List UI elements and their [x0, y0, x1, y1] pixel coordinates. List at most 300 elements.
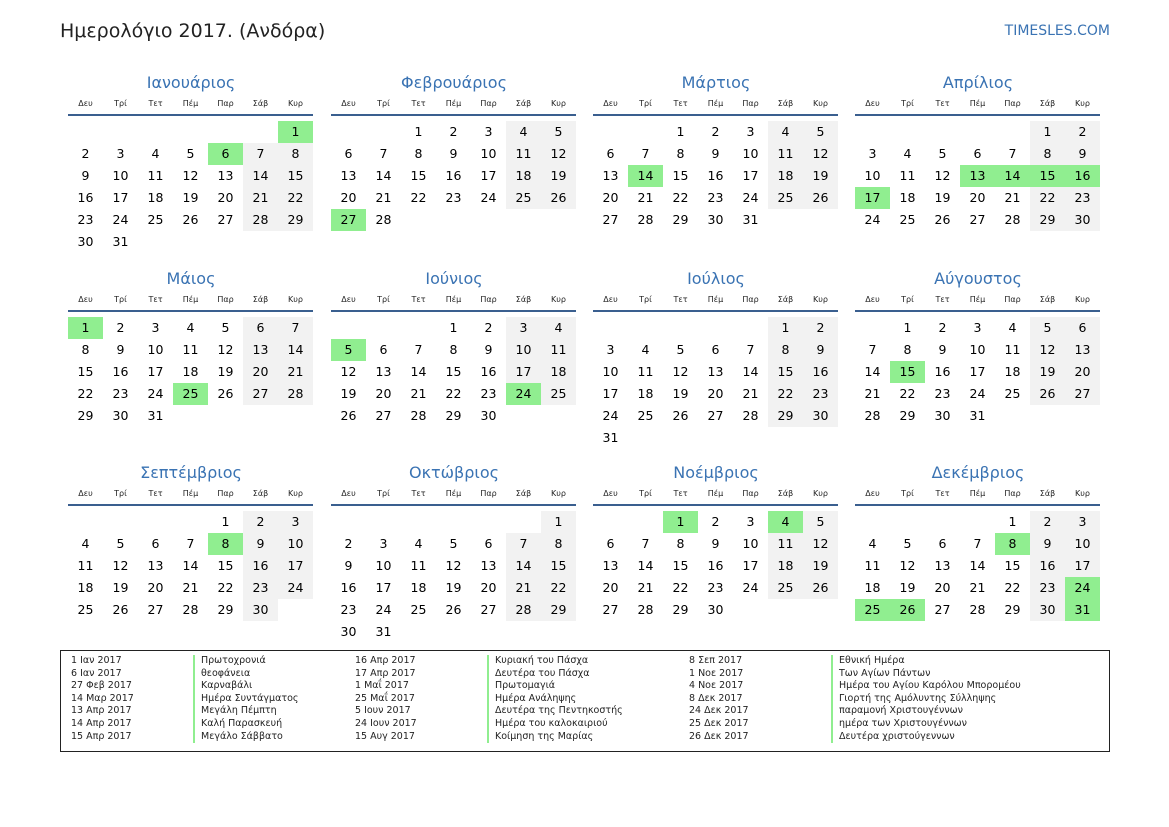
day-cell: 25 — [768, 187, 803, 209]
header-divider — [68, 114, 313, 116]
day-cell: 18 — [182, 364, 199, 379]
day-cell: 19 — [672, 386, 689, 401]
weekday-header: Δευ — [865, 295, 880, 304]
weekday-header: Τρί — [901, 295, 914, 304]
day-cell: 1 — [1030, 121, 1065, 143]
day-cell: 10 — [147, 342, 164, 357]
day-cell: 10 — [278, 533, 313, 555]
day-cell: 29 — [445, 408, 462, 423]
weekday-header: Παρ — [480, 295, 497, 304]
day-cell: 14 — [375, 168, 392, 183]
weekday-header: Δευ — [865, 99, 880, 108]
weekday-header: Τρί — [901, 489, 914, 498]
weekday-header: Σάβ — [252, 295, 269, 304]
holiday-name: Ημέρα του Αγίου Καρόλου Μπορομέου — [831, 680, 1021, 693]
day-cell: 15 — [672, 168, 689, 183]
day-cell: 25 — [768, 577, 803, 599]
day-cell: 9 — [1065, 143, 1100, 165]
weekday-header: Πέμ — [707, 295, 724, 304]
day-cell: 21 — [410, 386, 427, 401]
day-cell: 24 — [864, 212, 881, 227]
holiday-name: Ημέρα Συντάγματος — [193, 693, 298, 706]
day-cell: 29 — [77, 408, 94, 423]
day-cell: 17 — [602, 386, 619, 401]
weekday-header: Κυρ — [288, 295, 303, 304]
day-cell: 10 — [112, 168, 129, 183]
day-cell: 12 — [803, 143, 838, 165]
day-cell: 11 — [182, 342, 199, 357]
day-cell: 28 — [637, 602, 654, 617]
day-cell: 1 — [676, 124, 685, 139]
day-cell: 14 — [506, 555, 541, 577]
weekday-header: Τρί — [114, 489, 127, 498]
day-cell: 27 — [147, 602, 164, 617]
day-cell: 18 — [77, 580, 94, 595]
day-cell: 18 — [637, 386, 654, 401]
header-divider — [593, 504, 838, 506]
day-cell: 2 — [1030, 511, 1065, 533]
holiday-date: 27 Φεβ 2017 — [71, 680, 132, 692]
holiday-date: 25 Μαΐ 2017 — [355, 692, 415, 704]
weekday-header: Κυρ — [813, 295, 828, 304]
day-cell: 25 — [637, 408, 654, 423]
day-cell: 1 — [903, 320, 912, 335]
weekday-header: Κυρ — [1075, 99, 1090, 108]
day-cell: 4 — [414, 536, 423, 551]
header-divider — [855, 114, 1100, 116]
day-cell: 8 — [903, 342, 912, 357]
weekday-header: Πέμ — [445, 295, 462, 304]
day-cell: 1 — [1008, 514, 1017, 529]
day-cell: 22 — [541, 577, 576, 599]
holiday-day-cell: 1 — [278, 121, 313, 143]
day-cell: 6 — [379, 342, 388, 357]
holiday-day-cell: 4 — [768, 511, 803, 533]
day-cell: 16 — [707, 168, 724, 183]
day-cell: 8 — [1030, 143, 1065, 165]
day-cell: 22 — [1030, 187, 1065, 209]
day-cell: 20 — [243, 361, 278, 383]
day-cell: 16 — [934, 364, 951, 379]
weekday-header: Παρ — [742, 99, 759, 108]
day-cell: 28 — [375, 212, 392, 227]
day-cell: 4 — [1008, 320, 1017, 335]
holiday-day-cell: 14 — [995, 165, 1030, 187]
day-cell: 9 — [711, 146, 720, 161]
day-cell: 18 — [768, 555, 803, 577]
weekday-header: Τετ — [148, 99, 163, 108]
day-cell: 19 — [112, 580, 129, 595]
weekday-header: Κυρ — [288, 99, 303, 108]
holiday-name: Καλή Παρασκευή — [193, 718, 282, 731]
day-cell: 19 — [340, 386, 357, 401]
day-cell: 13 — [243, 339, 278, 361]
day-cell: 3 — [973, 320, 982, 335]
day-cell: 21 — [969, 580, 986, 595]
day-cell: 5 — [803, 121, 838, 143]
day-cell: 16 — [1030, 555, 1065, 577]
day-cell: 30 — [1065, 209, 1100, 231]
day-cell: 23 — [340, 602, 357, 617]
holiday-day-cell: 1 — [663, 511, 698, 533]
holiday-day-cell: 1 — [68, 317, 103, 339]
day-cell: 7 — [746, 342, 755, 357]
day-cell: 9 — [344, 558, 353, 573]
holiday-name: Πρωτοχρονιά — [193, 655, 266, 668]
day-cell: 27 — [375, 408, 392, 423]
weekday-header: Πέμ — [182, 489, 199, 498]
day-cell: 5 — [938, 146, 947, 161]
holiday-name: Ημέρα του καλοκαιριού — [487, 718, 608, 731]
weekday-header: Πέμ — [707, 489, 724, 498]
holiday-day-cell: 24 — [1065, 577, 1100, 599]
weekday-header: Σάβ — [777, 99, 794, 108]
holiday-date: 13 Απρ 2017 — [71, 705, 132, 717]
weekday-header: Παρ — [480, 489, 497, 498]
day-cell: 9 — [938, 342, 947, 357]
holiday-list — [60, 650, 1110, 752]
month-name: Οκτώβριος — [408, 463, 499, 482]
holiday-name: Κυριακή του Πάσχα — [487, 655, 588, 668]
weekday-header: Τετ — [673, 295, 688, 304]
day-cell: 4 — [151, 146, 160, 161]
weekday-header: Πέμ — [707, 99, 724, 108]
weekday-header: Κυρ — [551, 489, 566, 498]
day-cell: 7 — [973, 536, 982, 551]
day-cell: 12 — [217, 342, 234, 357]
day-cell: 2 — [1065, 121, 1100, 143]
day-cell: 11 — [506, 143, 541, 165]
holiday-name: Ημέρα Ανάληψης — [487, 693, 576, 706]
day-cell: 4 — [81, 536, 90, 551]
site-link[interactable]: TIMESLES.COM — [1004, 23, 1110, 39]
day-cell: 27 — [934, 602, 951, 617]
day-cell: 13 — [480, 558, 497, 573]
day-cell: 17 — [742, 168, 759, 183]
day-cell: 22 — [672, 580, 689, 595]
day-cell: 12 — [934, 168, 951, 183]
day-cell: 29 — [1030, 209, 1065, 231]
day-cell: 22 — [77, 386, 94, 401]
day-cell: 17 — [506, 361, 541, 383]
day-cell: 23 — [112, 386, 129, 401]
holiday-day-cell: 16 — [1065, 165, 1100, 187]
weekday-header: Παρ — [217, 295, 234, 304]
day-cell: 21 — [864, 386, 881, 401]
day-cell: 10 — [480, 146, 497, 161]
day-cell: 27 — [602, 212, 619, 227]
weekday-header: Τρί — [114, 99, 127, 108]
day-cell: 25 — [77, 602, 94, 617]
day-cell: 21 — [182, 580, 199, 595]
month-name: Μάιος — [166, 269, 216, 288]
day-cell: 17 — [147, 364, 164, 379]
month-name: Σεπτέμβριος — [140, 463, 242, 482]
month-name: Φεβρουάριος — [401, 73, 507, 92]
day-cell: 10 — [742, 146, 759, 161]
day-cell: 19 — [217, 364, 234, 379]
day-cell: 28 — [864, 408, 881, 423]
holiday-day-cell: 15 — [1030, 165, 1065, 187]
header-divider — [331, 310, 576, 312]
day-cell: 20 — [217, 190, 234, 205]
day-cell: 6 — [151, 536, 160, 551]
weekday-header: Πέμ — [445, 489, 462, 498]
weekday-header: Δευ — [603, 99, 618, 108]
weekday-header: Παρ — [480, 99, 497, 108]
holiday-date: 6 Ιαν 2017 — [71, 667, 122, 679]
day-cell: 30 — [340, 624, 357, 639]
day-cell: 1 — [768, 317, 803, 339]
day-cell: 6 — [484, 536, 493, 551]
weekday-header: Κυρ — [288, 489, 303, 498]
day-cell: 18 — [147, 190, 164, 205]
day-cell: 23 — [803, 383, 838, 405]
day-cell: 4 — [541, 317, 576, 339]
day-cell: 17 — [742, 558, 759, 573]
weekday-header: Κυρ — [1075, 489, 1090, 498]
holiday-day-cell: 25 — [173, 383, 208, 405]
day-cell: 3 — [506, 317, 541, 339]
day-cell: 20 — [340, 190, 357, 205]
day-cell: 7 — [243, 143, 278, 165]
day-cell: 1 — [449, 320, 458, 335]
weekday-header: Δευ — [78, 489, 93, 498]
day-cell: 28 — [742, 408, 759, 423]
day-cell: 29 — [217, 602, 234, 617]
day-cell: 22 — [768, 383, 803, 405]
day-cell: 2 — [449, 124, 458, 139]
day-cell: 31 — [742, 212, 759, 227]
holiday-day-cell: 27 — [331, 209, 366, 231]
day-cell: 31 — [375, 624, 392, 639]
day-cell: 8 — [81, 342, 90, 357]
day-cell: 30 — [934, 408, 951, 423]
day-cell: 2 — [938, 320, 947, 335]
holiday-name: Δευτέρα χριστούγεννων — [831, 731, 955, 744]
day-cell: 22 — [217, 580, 234, 595]
holiday-date: 8 Δεκ 2017 — [689, 692, 743, 704]
day-cell: 30 — [112, 408, 129, 423]
day-cell: 6 — [973, 146, 982, 161]
weekday-header: Δευ — [603, 295, 618, 304]
day-cell: 16 — [445, 168, 462, 183]
weekday-header: Δευ — [603, 489, 618, 498]
weekday-header: Σάβ — [777, 295, 794, 304]
day-cell: 17 — [1065, 555, 1100, 577]
weekday-header: Κυρ — [551, 295, 566, 304]
day-cell: 8 — [414, 146, 423, 161]
holiday-date: 14 Μαρ 2017 — [71, 692, 134, 704]
holiday-date: 26 Δεκ 2017 — [689, 730, 749, 742]
day-cell: 31 — [969, 408, 986, 423]
day-cell: 26 — [1030, 383, 1065, 405]
day-cell: 19 — [445, 580, 462, 595]
day-cell: 24 — [112, 212, 129, 227]
day-cell: 7 — [379, 146, 388, 161]
day-cell: 19 — [803, 165, 838, 187]
weekday-header: Κυρ — [551, 99, 566, 108]
day-cell: 22 — [672, 190, 689, 205]
day-cell: 13 — [375, 364, 392, 379]
holiday-date: 24 Δεκ 2017 — [689, 705, 749, 717]
day-cell: 29 — [1004, 602, 1021, 617]
day-cell: 21 — [278, 361, 313, 383]
day-cell: 10 — [864, 168, 881, 183]
month-name: Δεκέμβριος — [931, 463, 1025, 482]
day-cell: 23 — [77, 212, 94, 227]
day-cell: 13 — [934, 558, 951, 573]
day-cell: 15 — [410, 168, 427, 183]
month-name: Μάρτιος — [681, 73, 751, 92]
day-cell: 16 — [112, 364, 129, 379]
holiday-day-cell: 5 — [331, 339, 366, 361]
day-cell: 5 — [1030, 317, 1065, 339]
day-cell: 31 — [112, 234, 129, 249]
day-cell: 4 — [903, 146, 912, 161]
holiday-name: ημέρα των Χριστουγέννων — [831, 718, 967, 731]
day-cell: 24 — [602, 408, 619, 423]
weekday-header: Σάβ — [515, 295, 532, 304]
day-cell: 15 — [278, 165, 313, 187]
day-cell: 11 — [1004, 342, 1021, 357]
holiday-name: Των Αγίων Πάντων — [831, 668, 930, 681]
day-cell: 2 — [344, 536, 353, 551]
holiday-name: Μεγάλη Πέμπτη — [193, 705, 277, 718]
day-cell: 11 — [541, 339, 576, 361]
day-cell: 13 — [147, 558, 164, 573]
day-cell: 8 — [676, 536, 685, 551]
day-cell: 29 — [278, 209, 313, 231]
day-cell: 10 — [969, 342, 986, 357]
weekday-header: Τετ — [411, 489, 426, 498]
weekday-header: Πέμ — [969, 99, 986, 108]
header-divider — [68, 310, 313, 312]
day-cell: 11 — [899, 168, 916, 183]
day-cell: 14 — [637, 558, 654, 573]
holiday-date: 17 Απρ 2017 — [355, 667, 416, 679]
day-cell: 12 — [803, 533, 838, 555]
day-cell: 2 — [803, 317, 838, 339]
weekday-header: Τετ — [148, 489, 163, 498]
weekday-header: Πέμ — [182, 99, 199, 108]
day-cell: 13 — [707, 364, 724, 379]
day-cell: 12 — [1030, 339, 1065, 361]
holiday-date: 5 Ιουν 2017 — [355, 705, 411, 717]
day-cell: 24 — [742, 580, 759, 595]
day-cell: 16 — [340, 580, 357, 595]
day-cell: 19 — [182, 190, 199, 205]
day-cell: 11 — [768, 143, 803, 165]
holiday-name: Πρωτομαγιά — [487, 680, 555, 693]
day-cell: 7 — [414, 342, 423, 357]
day-cell: 18 — [864, 580, 881, 595]
holiday-name: παραμονή Χριστουγέννων — [831, 705, 963, 718]
day-cell: 21 — [375, 190, 392, 205]
day-cell: 9 — [116, 342, 125, 357]
day-cell: 6 — [243, 317, 278, 339]
day-cell: 15 — [768, 361, 803, 383]
day-cell: 9 — [449, 146, 458, 161]
day-cell: 30 — [803, 405, 838, 427]
day-cell: 25 — [1004, 386, 1021, 401]
weekday-header: Σάβ — [1039, 295, 1056, 304]
weekday-header: Τρί — [114, 295, 127, 304]
weekday-header: Σάβ — [1039, 99, 1056, 108]
day-cell: 3 — [868, 146, 877, 161]
header-divider — [855, 310, 1100, 312]
day-cell: 31 — [602, 430, 619, 445]
weekday-header: Δευ — [341, 295, 356, 304]
day-cell: 4 — [768, 121, 803, 143]
day-cell: 30 — [1030, 599, 1065, 621]
day-cell: 15 — [1004, 558, 1021, 573]
holiday-day-cell: 8 — [208, 533, 243, 555]
day-cell: 1 — [541, 511, 576, 533]
day-cell: 16 — [243, 555, 278, 577]
day-cell: 14 — [278, 339, 313, 361]
day-cell: 24 — [278, 577, 313, 599]
day-cell: 17 — [969, 364, 986, 379]
day-cell: 9 — [243, 533, 278, 555]
day-cell: 25 — [147, 212, 164, 227]
day-cell: 5 — [903, 536, 912, 551]
day-cell: 14 — [969, 558, 986, 573]
day-cell: 21 — [1004, 190, 1021, 205]
day-cell: 31 — [147, 408, 164, 423]
day-cell: 14 — [864, 364, 881, 379]
day-cell: 2 — [484, 320, 493, 335]
weekday-header: Παρ — [742, 489, 759, 498]
weekday-header: Παρ — [742, 295, 759, 304]
day-cell: 22 — [445, 386, 462, 401]
day-cell: 27 — [480, 602, 497, 617]
weekday-header: Πέμ — [182, 295, 199, 304]
day-cell: 26 — [541, 187, 576, 209]
day-cell: 29 — [541, 599, 576, 621]
day-cell: 2 — [711, 124, 720, 139]
day-cell: 19 — [541, 165, 576, 187]
day-cell: 20 — [602, 580, 619, 595]
holiday-date: 8 Σεπ 2017 — [689, 655, 743, 666]
day-cell: 18 — [768, 165, 803, 187]
month-name: Ιούνιος — [425, 269, 483, 288]
day-cell: 30 — [707, 212, 724, 227]
day-cell: 18 — [410, 580, 427, 595]
day-cell: 16 — [803, 361, 838, 383]
day-cell: 13 — [602, 558, 619, 573]
day-cell: 17 — [480, 168, 497, 183]
holiday-date: 15 Αυγ 2017 — [355, 730, 415, 742]
weekday-header: Δευ — [78, 295, 93, 304]
day-cell: 27 — [217, 212, 234, 227]
day-cell: 7 — [641, 146, 650, 161]
day-cell: 26 — [340, 408, 357, 423]
day-cell: 6 — [606, 146, 615, 161]
weekday-header: Κυρ — [813, 489, 828, 498]
day-cell: 24 — [742, 190, 759, 205]
day-cell: 23 — [707, 190, 724, 205]
weekday-header: Τρί — [639, 489, 652, 498]
day-cell: 11 — [864, 558, 881, 573]
day-cell: 13 — [1065, 339, 1100, 361]
weekday-header: Τρί — [639, 295, 652, 304]
day-cell: 3 — [746, 124, 755, 139]
day-cell: 20 — [602, 190, 619, 205]
day-cell: 26 — [112, 602, 129, 617]
day-cell: 28 — [1004, 212, 1021, 227]
holiday-date: 15 Απρ 2017 — [71, 730, 132, 742]
